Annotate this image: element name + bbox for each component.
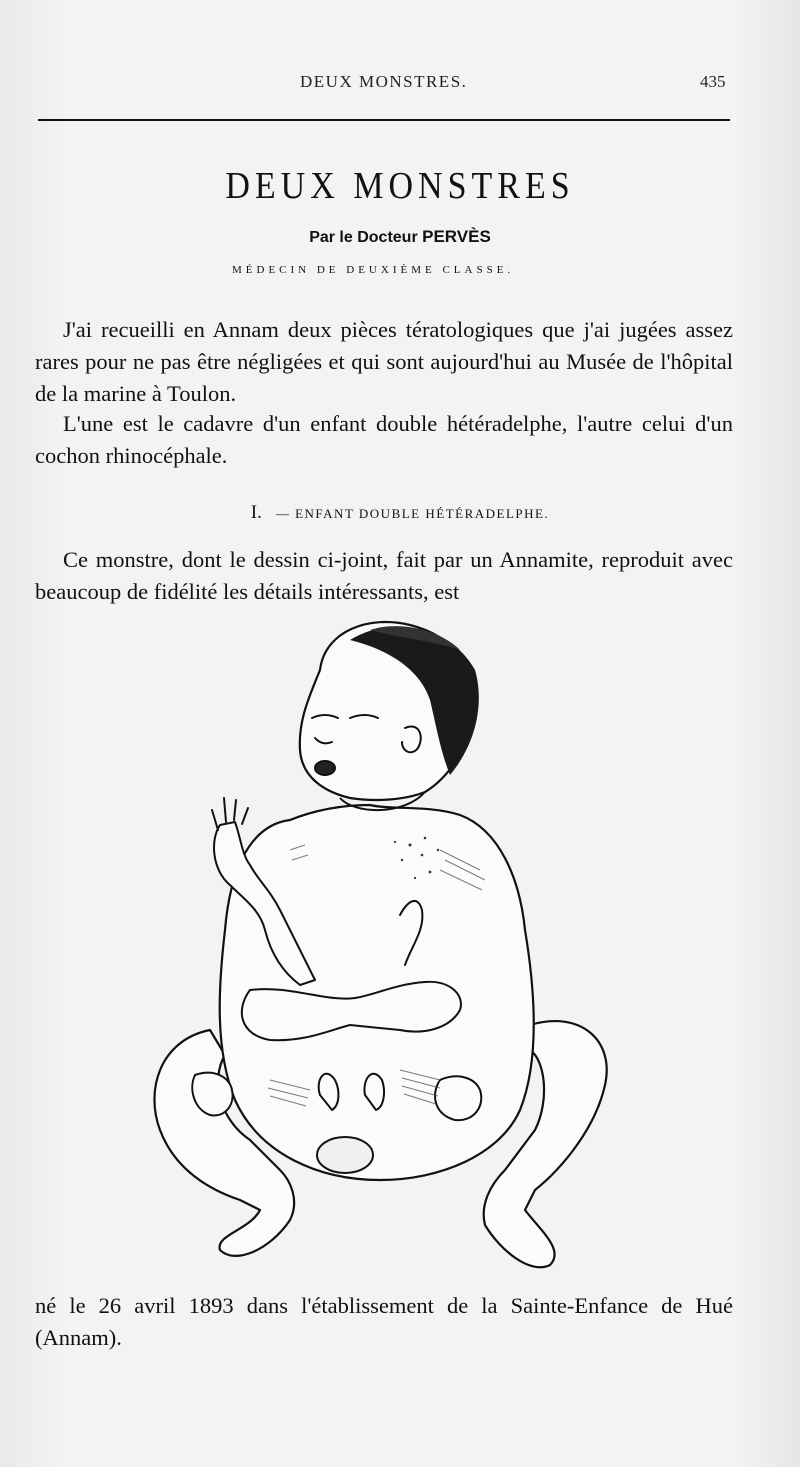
running-header: DEUX MONSTRES. bbox=[300, 72, 468, 91]
paragraph-specimens: L'une est le cadavre d'un enfant double hétéradelphe, l'autre celui d'un cochon rhinocéphale. bbox=[35, 411, 733, 468]
header-rule bbox=[38, 119, 730, 121]
section-number: I. bbox=[250, 502, 262, 523]
paragraph-intro: J'ai recueilli en Annam deux pièces tératologiques que j'ai jugées assez rares pour ne pas être négligées et qui sont aujourd'hui au Musée de l'hôpital de la marine à Toulon. bbox=[35, 317, 733, 406]
paragraph-birth: né le 26 avril 1893 dans l'établissement de la Sainte-Enfance de Hué (Annam). bbox=[35, 1293, 733, 1350]
page-number: 435 bbox=[700, 72, 726, 91]
paragraph-description: Ce monstre, dont le dessin ci-joint, fait par un Annamite, reproduit avec beaucoup de fidélité les détails intéressants, est bbox=[35, 547, 733, 604]
author-rank: MÉDECIN DE DEUXIÈME CLASSE. bbox=[232, 264, 515, 276]
section-heading bbox=[0, 502, 800, 524]
section-title: — ENFANT DOUBLE HÉTÉRADELPHE. bbox=[275, 506, 550, 521]
teratology-illustration bbox=[140, 610, 620, 1280]
byline bbox=[0, 227, 800, 247]
author-name: PERVÈS bbox=[422, 227, 491, 246]
article-title: DEUX MONSTRES bbox=[225, 165, 575, 208]
byline-prefix: Par le Docteur bbox=[309, 229, 423, 246]
